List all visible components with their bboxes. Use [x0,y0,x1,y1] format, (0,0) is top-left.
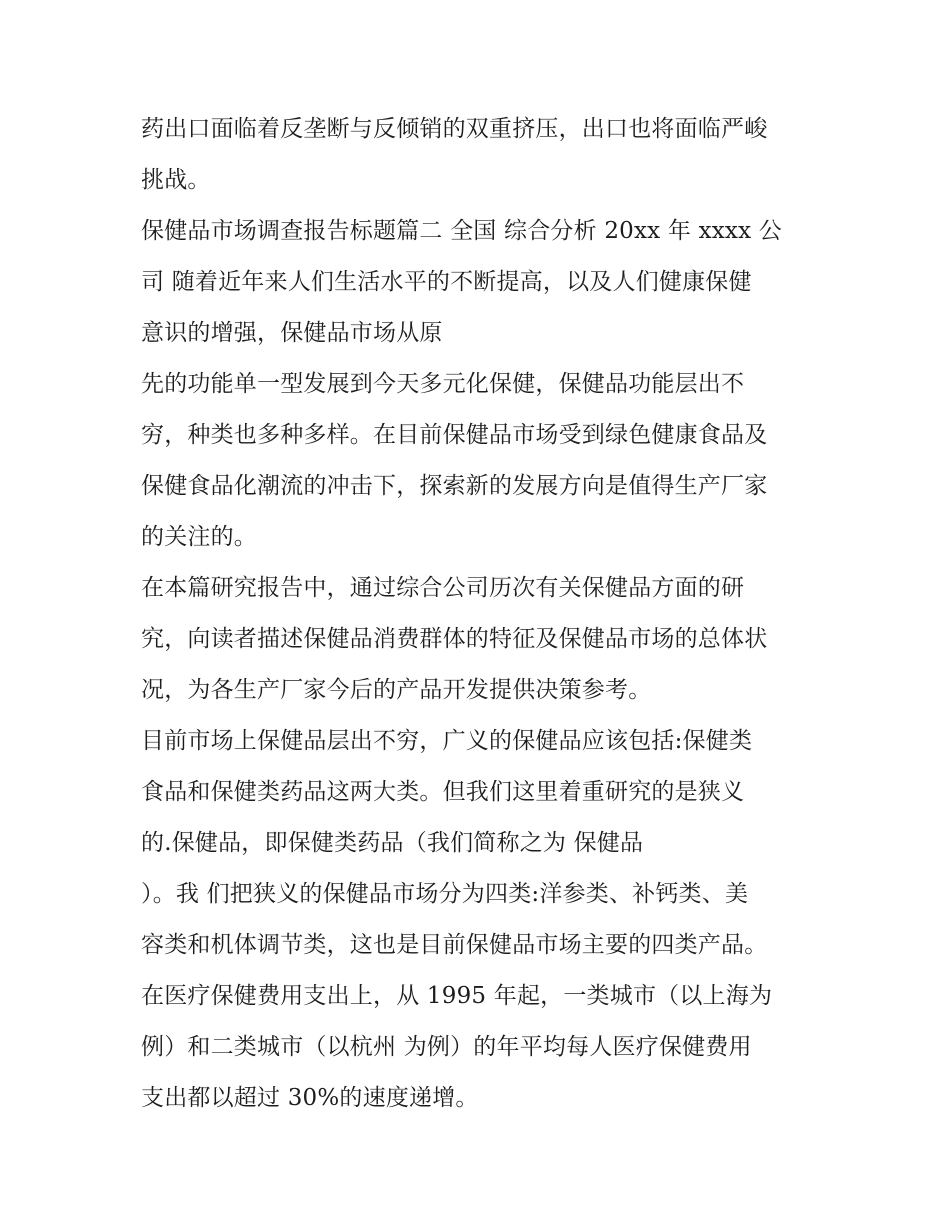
text-line: 的.保健品，即保健类药品（我们简称之为 保健品 [141,830,644,856]
document-body [141,104,821,1124]
text-line: 支出都以超过 30%的速度递增。 [141,1085,479,1111]
text-line: 在医疗保健费用支出上，从 1995 年起，一类城市（以上海为 [141,983,773,1009]
text-line: 先的功能单一型发展到今天多元化保健，保健品功能层出不 [141,371,745,397]
text-line: 究，向读者描述保健品消费群体的特征及保健品市场的总体状 [141,626,768,652]
text-line: 司 随着近年来人们生活水平的不断提高，以及人们健康保健 [141,269,752,295]
text-line: 目前市场上保健品层出不穷，广义的保健品应该包括:保健类 [141,728,753,754]
text-line: 例）和二类城市（以杭州 为例）的年平均每人医疗保健费用 [141,1034,752,1060]
text-line: 食品和保健类药品这两大类。但我们这里着重研究的是狭义 [141,779,745,805]
text-line: 况，为各生产厂家今后的产品开发提供决策参考。 [141,677,652,703]
text-line: 在本篇研究报告中，通过综合公司历次有关保健品方面的研 [141,575,745,601]
text-line: 容类和机体调节类，这也是目前保健品市场主要的四类产品。 [141,932,768,958]
text-line: 保健食品化潮流的冲击下，探索新的发展方向是值得生产厂家 [141,473,768,499]
text-line: 穷，种类也多种多样。在目前保健品市场受到绿色健康食品及 [141,422,768,448]
text-line: 保健品市场调查报告标题篇二 全国 综合分析 20xx 年 xxxx 公 [141,218,782,244]
text-line: ）。我 们把狭义的保健品市场分为四类:洋参类、补钙类、美 [141,881,749,907]
text-line: 挑战。 [141,167,211,193]
text-line: 意识的增强，保健品市场从原 [141,320,443,346]
text-line: 的关注的。 [141,524,257,550]
text-line: 药出口面临着反垄断与反倾销的双重挤压，出口也将面临严峻 [141,116,768,142]
